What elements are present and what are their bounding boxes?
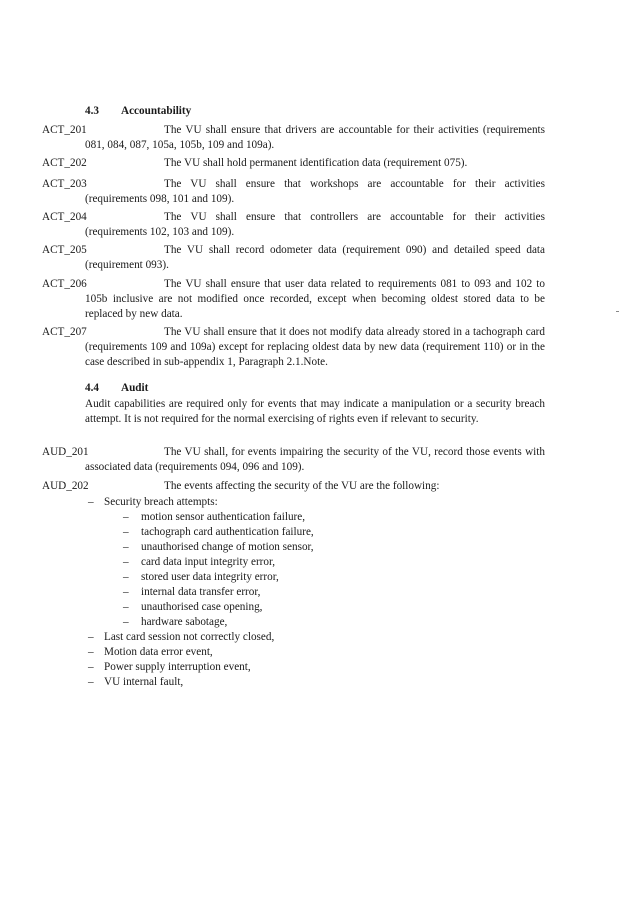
requirement-id: ACT_203	[42, 178, 87, 190]
requirement-act-203	[42, 177, 545, 207]
section-heading-accountability	[85, 104, 191, 119]
requirement-text: The VU shall ensure that user data related to requirements 081 to 093 and 102 to 105b inclusive are not modified once recorded, except when becoming oldest stored data to be replaced by new data.	[85, 278, 545, 320]
requirement-id: ACT_206	[42, 278, 87, 290]
requirement-id: ACT_201	[42, 124, 87, 136]
requirement-aud-202	[42, 479, 545, 494]
security-events-list	[85, 495, 545, 690]
list-item	[85, 495, 545, 630]
section-number: 4.3	[85, 105, 99, 117]
list-item: – stored user data integrity error,	[104, 570, 545, 585]
requirement-act-201	[42, 123, 545, 153]
security-breach-sublist	[104, 510, 545, 630]
requirement-text: The VU shall record odometer data (requirement 090) and detailed speed data (requirement 093).	[85, 244, 545, 271]
section-title: Audit	[121, 382, 149, 394]
section-number: 4.4	[85, 382, 99, 394]
list-item: – hardware sabotage,	[104, 615, 545, 630]
list-item: – Motion data error event,	[85, 645, 545, 660]
list-item: – VU internal fault,	[85, 675, 545, 690]
list-item-label: Security breach attempts:	[104, 496, 218, 508]
requirement-act-207	[42, 325, 545, 370]
list-item: – Power supply interruption event,	[85, 660, 545, 675]
list-item: – card data input integrity error,	[104, 555, 545, 570]
requirement-text: The events affecting the security of the VU are the following:	[164, 480, 440, 492]
section-title: Accountability	[121, 105, 192, 117]
requirement-text: The VU shall ensure that controllers are accountable for their activities (requirements 102, 103 and 109).	[85, 211, 545, 238]
list-item: – unauthorised case opening,	[104, 600, 545, 615]
requirement-act-204	[42, 210, 545, 240]
list-item: – internal data transfer error,	[104, 585, 545, 600]
requirement-id: ACT_204	[42, 211, 87, 223]
requirement-id: ACT_205	[42, 244, 87, 256]
margin-mark	[616, 311, 619, 312]
requirement-id: AUD_201	[42, 446, 89, 458]
requirement-text: The VU shall ensure that workshops are accountable for their activities (requirements 098, 101 and 109).	[85, 178, 545, 205]
audit-intro-paragraph: Audit capabilities are required only for events that may indicate a manipulation or a security breach attempt. It is not required for the normal exercising of rights even if relevant to security.	[85, 398, 545, 425]
section-heading-audit	[85, 381, 148, 396]
requirement-text: The VU shall ensure that drivers are accountable for their activities (requirements 081, 084, 087, 105a, 105b, 109 and 109a).	[85, 124, 545, 151]
requirement-aud-201	[42, 445, 545, 475]
requirement-text: The VU shall ensure that it does not modify data already stored in a tachograph card (requirements 109 and 109a) except for replacing oldest data by new data (requirement 110) or in the case described in sub-appendix 1, Paragraph 2.1.Note.	[85, 326, 545, 368]
requirement-text: The VU shall hold permanent identification data (requirement 075).	[164, 157, 468, 169]
requirement-act-206	[42, 277, 545, 322]
list-item: – motion sensor authentication failure,	[104, 510, 545, 525]
list-item: – unauthorised change of motion sensor,	[104, 540, 545, 555]
requirement-act-205	[42, 243, 545, 273]
requirement-act-202	[42, 156, 545, 171]
requirement-text: The VU shall, for events impairing the security of the VU, record those events with associated data (requirements 094, 096 and 109).	[85, 446, 545, 473]
requirement-id: ACT_202	[42, 157, 87, 169]
requirement-id: ACT_207	[42, 326, 87, 338]
requirement-id: AUD_202	[42, 480, 89, 492]
list-item: – Last card session not correctly closed,	[85, 630, 545, 645]
list-item: – tachograph card authentication failure,	[104, 525, 545, 540]
